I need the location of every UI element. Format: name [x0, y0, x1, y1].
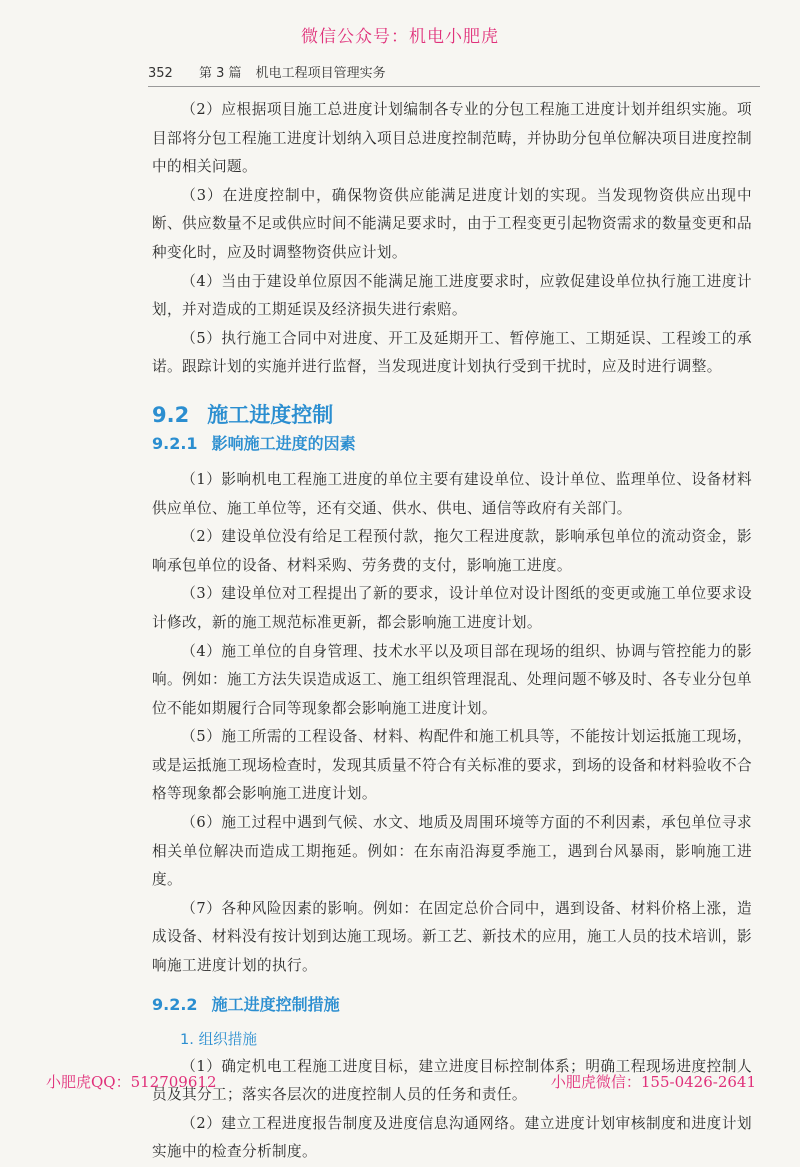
paragraph: （5）执行施工合同中对进度、开工及延期开工、暂停施工、工期延误、工程竣工的承诺。跟踪计划的实施并进行监督，当发现进度计划执行受到干扰时，应及时进行调整。 — [152, 329, 752, 376]
running-head — [148, 62, 386, 81]
section-heading-9-2 — [152, 400, 752, 430]
section-number: 9.2 — [152, 402, 190, 427]
paragraph: （5）施工所需的工程设备、材料、构配件和施工机具等，不能按计划运抵施工现场，或是运抵施工现场检查时，发现其质量不符合有关标准的要求，到场的设备和材料验收不合格等现象都会影响施工进度计划。 — [152, 728, 752, 803]
subsection-heading-9-2-2 — [152, 991, 752, 1019]
subsection-title: 施工进度控制措施 — [211, 994, 340, 1014]
page-number: 352 — [148, 66, 173, 81]
page-body — [152, 96, 752, 1167]
organizational-measures-heading: 1. 组织措施 — [180, 1030, 257, 1048]
header-rule — [148, 86, 760, 87]
paragraph: （2）建立工程进度报告制度及进度信息沟通网络。建立进度计划审核制度和进度计划实施中的检查分析制度。 — [152, 1114, 752, 1161]
paragraph: （3）建设单位对工程提出了新的要求，设计单位对设计图纸的变更或施工单位要求设计修改，新的施工规范标准更新，都会影响施工进度计划。 — [152, 585, 752, 631]
subsection-number: 9.2.1 — [152, 433, 198, 453]
paragraph: （1）影响机电工程施工进度的单位主要有建设单位、设计单位、监理单位、设备材料供应单位、施工单位等，还有交通、供水、供电、通信等政府有关部门。 — [152, 470, 752, 517]
paragraph: （7）各种风险因素的影响。例如：在固定总价合同中，遇到设备、材料价格上涨，造成设备、材料没有按计划到达施工现场。新工艺、新技术的应用，施工人员的技术培训，影响施工进度计划的执行。 — [152, 899, 752, 975]
paragraph: （6）施工过程中遇到气候、水文、地质及周围环境等方面的不利因素，承包单位寻求相关单位解决而造成工期拖延。例如：在东南沿海夏季施工，遇到台风暴雨，影响施工进度。 — [152, 814, 752, 889]
watermark-wechat: 小肥虎微信：155-0426-2641 — [550, 1073, 756, 1091]
section-title: 施工进度控制 — [207, 402, 334, 427]
watermark-bottom — [0, 1071, 800, 1095]
part-label: 第 3 篇 — [198, 66, 242, 81]
paragraph: （2）建设单位没有给足工程预付款，拖欠工程进度款，影响承包单位的流动资金，影响承包单位的设备、材料采购、劳务费的支付，影响施工进度。 — [152, 528, 752, 574]
book-section-title: 机电工程项目管理实务 — [255, 66, 386, 81]
paragraph: （1）确定机电工程施工进度目标，建立进度目标控制体系；明确工程现场进度控制人员及其分工；落实各层次的进度控制人员的任务和责任。 — [152, 1057, 752, 1104]
paragraph: （4）当由于建设单位原因不能满足施工进度要求时，应敦促建设单位执行施工进度计划，并对造成的工期延误及经济损失进行索赔。 — [152, 272, 752, 319]
paragraph: （4）施工单位的自身管理、技术水平以及项目部在现场的组织、协调与管控能力的影响。例如：施工方法失误造成返工、施工组织管理混乱、处理问题不够及时、各专业分包单位不能如期履行合同等现象都会影响施工进度计划。 — [152, 642, 752, 717]
subsection-title: 影响施工进度的因素 — [211, 433, 356, 453]
watermark-qq: 小肥虎QQ：512709612 — [46, 1073, 217, 1091]
subsection-heading-9-2-1 — [152, 430, 752, 458]
paragraph: （2）应根据项目施工总进度计划编制各专业的分包工程施工进度计划并组织实施。项目部将分包工程施工进度计划纳入项目总进度控制范畴，并协助分包单位解决项目进度控制中的相关问题。 — [152, 101, 752, 176]
watermark-top: 微信公众号：机电小肥虎 — [301, 27, 499, 47]
paragraph: （3）在进度控制中，确保物资供应能满足进度计划的实现。当发现物资供应出现中断、供应数量不足或供应时间不能满足要求时，由于工程变更引起物资需求的数量变更和品种变化时，应及时调整物资供应计划。 — [152, 186, 752, 261]
subsection-number: 9.2.2 — [152, 994, 198, 1014]
